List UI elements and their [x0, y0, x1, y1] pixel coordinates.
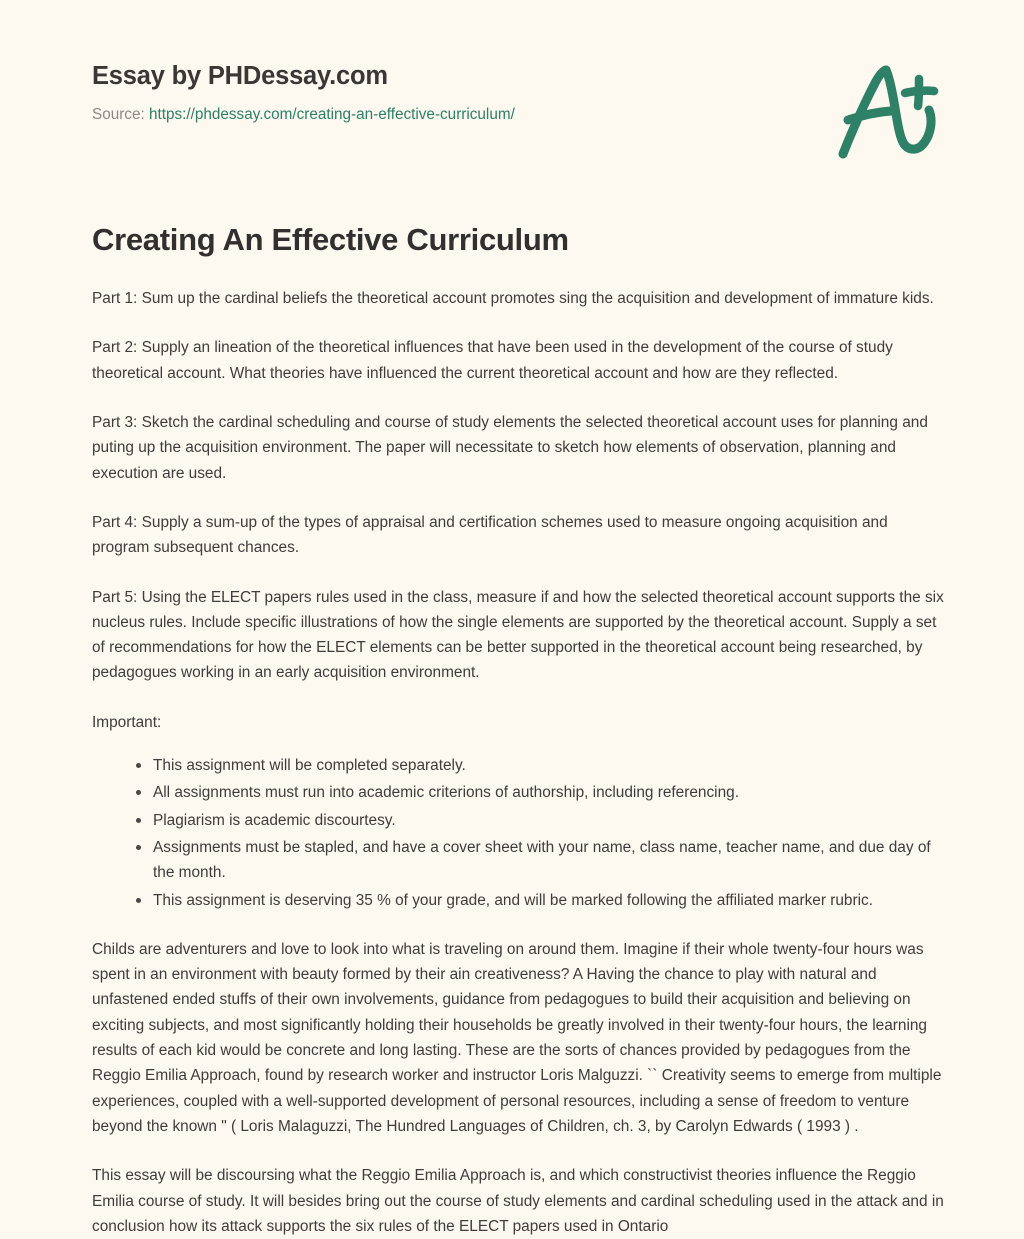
phdessay-a-plus-logo — [830, 58, 950, 162]
source-url-link[interactable]: https://phdessay.com/creating-an-effective-curriculum/ — [148, 106, 515, 124]
source-line — [92, 105, 948, 125]
list-item: Plagiarism is academic discourtesy. — [136, 808, 944, 833]
article-content — [92, 286, 948, 1239]
page-header — [0, 0, 1024, 175]
paragraph-part-2: Part 2: Supply an lineation of the theoretical influences that have been used in the development of the course of study theoretical account. What theories have influenced the current theoretical account and how are they reflected. — [92, 339, 893, 382]
list-item: All assignments must run into academic criterions of authorship, including referencing. — [136, 780, 944, 805]
important-notes-list — [92, 753, 944, 913]
list-item: Assignments must be stapled, and have a cover sheet with your name, class name, teacher name, and due day of the month. — [136, 835, 944, 886]
list-item: This assignment will be completed separately. — [136, 753, 944, 778]
paragraph-essay-overview: This essay will be discoursing what the Reggio Emilia Approach is, and which constructivist theories influence the Reggio Emilia course of study. It will besides bring out the course of study elements and cardinal scheduling used in the attack and in conclusion how its attack supports the six rules of the ELECT papers used in Ontario — [92, 1167, 944, 1235]
paragraph-part-5: Part 5: Using the ELECT papers rules used in the class, measure if and how the selected theoretical account supports the six nucleus rules. Include specific illustrations of how the single elements are supported by the theoretical account. Supply a set of recommendations for how the ELECT elements can be better supported in the theoretical account being researched, by pedagogues working in an early acquisition environment. — [92, 588, 944, 682]
brand-title: Essay by PHDessay.com — [92, 62, 388, 90]
important-heading: Important: — [92, 713, 162, 731]
list-item: This assignment is deserving 35 % of your grade, and will be marked following the affiliated marker rubric. — [136, 888, 944, 913]
paragraph-part-3: Part 3: Sketch the cardinal scheduling and course of study elements the selected theoretical account uses for planning and puting up the acquisition environment. The paper will necessitate to sketch how elements of observation, planning and execution are used. — [92, 414, 928, 482]
paragraph-part-1: Part 1: Sum up the cardinal beliefs the theoretical account promotes sing the acquisition and development of immature kids. — [92, 290, 934, 308]
article-body — [0, 221, 1024, 1239]
paragraph-intro-reggio: Childs are adventurers and love to look into what is traveling on around them. Imagine if their whole twenty-four hours was spent in an environment with beauty formed by their ain creativeness? A Having the chance to play with natural and unfastened ended stuffs of their own involvements, guidance from pedagogues to build their acquisition and believing on exciting subjects, and most significantly holding their households be greatly involved in their twenty-four hours, the learning results of each kid would be concrete and long lasting. These are the sorts of chances provided by pedagogues from the Reggio Emilia Approach, found by research worker and instructor Loris Malguzzi. `` Creativity seems to emerge from multiple experiences, coupled with a well-supported development of personal resources, including a sense of freedom to venture beyond the known " ( Loris Malaguzzi, The Hundred Languages of Children, ch. 3, by Carolyn Edwards ( 1993 ) . — [92, 940, 942, 1135]
source-label: Source: — [92, 106, 145, 124]
paragraph-part-4: Part 4: Supply a sum-up of the types of appraisal and certification schemes used to measure ongoing acquisition and program subsequent chances. — [92, 513, 888, 557]
page-title: Creating An Effective Curriculum — [92, 222, 569, 257]
